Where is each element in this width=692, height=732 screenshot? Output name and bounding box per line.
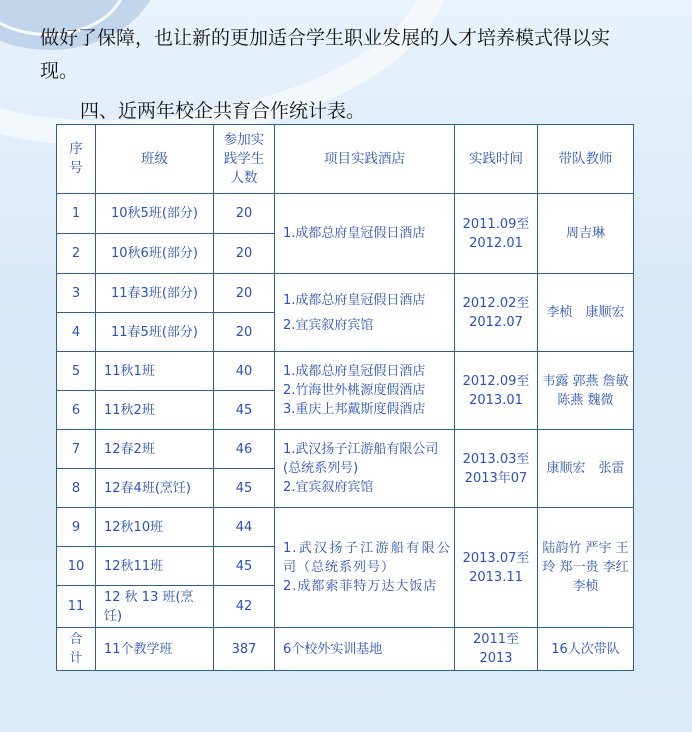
row-no: 10 bbox=[57, 547, 96, 586]
total-label: 合计 bbox=[57, 628, 96, 671]
cooperation-stats-table bbox=[56, 124, 642, 671]
row-class: 12春2班 bbox=[96, 430, 214, 469]
row-count: 45 bbox=[214, 547, 275, 586]
row-no: 3 bbox=[57, 274, 96, 313]
row-class: 12春4班(烹饪) bbox=[96, 469, 214, 508]
row-no: 9 bbox=[57, 508, 96, 547]
row-no: 4 bbox=[57, 313, 96, 352]
row-no: 1 bbox=[57, 194, 96, 234]
total-time: 2011至2013 bbox=[455, 628, 538, 671]
hotel-line: 3.重庆上邦戴斯度假酒店 bbox=[283, 402, 426, 417]
header-count: 参加实践学生人数 bbox=[214, 125, 275, 194]
row-no: 2 bbox=[57, 234, 96, 274]
row-no: 6 bbox=[57, 391, 96, 430]
hotel-line: 2.竹海世外桃源度假酒店 bbox=[283, 383, 426, 398]
header-class: 班级 bbox=[96, 125, 214, 194]
row-class: 11秋2班 bbox=[96, 391, 214, 430]
table-caption: 四、近两年校企共育合作统计表。 bbox=[80, 100, 366, 122]
row-count: 20 bbox=[214, 194, 275, 234]
row-count: 46 bbox=[214, 430, 275, 469]
row-time: 2012.02至2012.07 bbox=[455, 274, 538, 352]
row-class: 11春3班(部分) bbox=[96, 274, 214, 313]
table-row bbox=[57, 352, 634, 391]
hotel-line: 2.成都索菲特万达大饭店 bbox=[283, 579, 438, 594]
header-hotel: 项目实践酒店 bbox=[275, 125, 455, 194]
header-teacher: 带队教师 bbox=[538, 125, 634, 194]
hotel-line: 2.宜宾叙府宾馆 bbox=[283, 480, 374, 495]
row-class: 12 秋 13 班(烹饪) bbox=[96, 586, 214, 628]
row-class: 10秋6班(部分) bbox=[96, 234, 214, 274]
row-hotels bbox=[275, 352, 455, 430]
total-teacher: 16人次带队 bbox=[538, 628, 634, 671]
row-no: 11 bbox=[57, 586, 96, 628]
row-no: 7 bbox=[57, 430, 96, 469]
row-count: 42 bbox=[214, 586, 275, 628]
row-count: 40 bbox=[214, 352, 275, 391]
paragraph-line-2: 现。 bbox=[40, 60, 79, 82]
table-row bbox=[57, 430, 634, 469]
total-hotel: 6个校外实训基地 bbox=[275, 628, 455, 671]
row-time: 2013.07至2013.11 bbox=[455, 508, 538, 628]
hotel-line: 1.成都总府皇冠假日酒店 bbox=[283, 364, 426, 379]
total-class: 11个教学班 bbox=[96, 628, 214, 671]
row-hotels bbox=[275, 194, 455, 274]
row-teacher: 陆韵竹 严宇 王玲 郑一贵 李红 李桢 bbox=[538, 508, 634, 628]
hotel-line: 1.武汉扬子江游船有限公司(总统系列号) bbox=[283, 442, 439, 476]
body-paragraph bbox=[40, 22, 660, 88]
row-teacher: 康顺宏 张雷 bbox=[538, 430, 634, 508]
row-time: 2012.09至2013.01 bbox=[455, 352, 538, 430]
row-no: 8 bbox=[57, 469, 96, 508]
table-total-row bbox=[57, 628, 634, 671]
row-teacher: 李桢 康顺宏 bbox=[538, 274, 634, 352]
row-time: 2013.03至2013年07 bbox=[455, 430, 538, 508]
table-header-row bbox=[57, 125, 634, 194]
row-class: 11秋1班 bbox=[96, 352, 214, 391]
row-count: 20 bbox=[214, 313, 275, 352]
total-count: 387 bbox=[214, 628, 275, 671]
table-row bbox=[57, 274, 634, 313]
hotel-line: 1.成都总府皇冠假日酒店 bbox=[283, 226, 426, 241]
row-count: 20 bbox=[214, 274, 275, 313]
hotel-line: 1.成都总府皇冠假日酒店 bbox=[283, 292, 426, 308]
row-count: 20 bbox=[214, 234, 275, 274]
hotel-line: 2.宜宾叙府宾馆 bbox=[283, 317, 374, 333]
row-count: 45 bbox=[214, 469, 275, 508]
table-row bbox=[57, 194, 634, 234]
row-hotels bbox=[275, 274, 455, 352]
row-time: 2011.09至2012.01 bbox=[455, 194, 538, 274]
row-class: 12秋10班 bbox=[96, 508, 214, 547]
header-time: 实践时间 bbox=[455, 125, 538, 194]
row-count: 44 bbox=[214, 508, 275, 547]
table-row bbox=[57, 508, 634, 547]
row-count: 45 bbox=[214, 391, 275, 430]
row-class: 11春5班(部分) bbox=[96, 313, 214, 352]
row-class: 12秋11班 bbox=[96, 547, 214, 586]
row-class: 10秋5班(部分) bbox=[96, 194, 214, 234]
header-no: 序号 bbox=[57, 125, 96, 194]
row-teacher: 韦露 郭燕 詹敏 陈燕 魏微 bbox=[538, 352, 634, 430]
row-teacher: 周吉琳 bbox=[538, 194, 634, 274]
row-hotels bbox=[275, 430, 455, 508]
paragraph-line-1: 做好了保障，也让新的更加适合学生职业发展的人才培养模式得以实 bbox=[40, 27, 611, 49]
row-hotels bbox=[275, 508, 455, 628]
row-no: 5 bbox=[57, 352, 96, 391]
hotel-line: 1.武汉扬子江游船有限公司（总统系列号） bbox=[283, 541, 451, 575]
